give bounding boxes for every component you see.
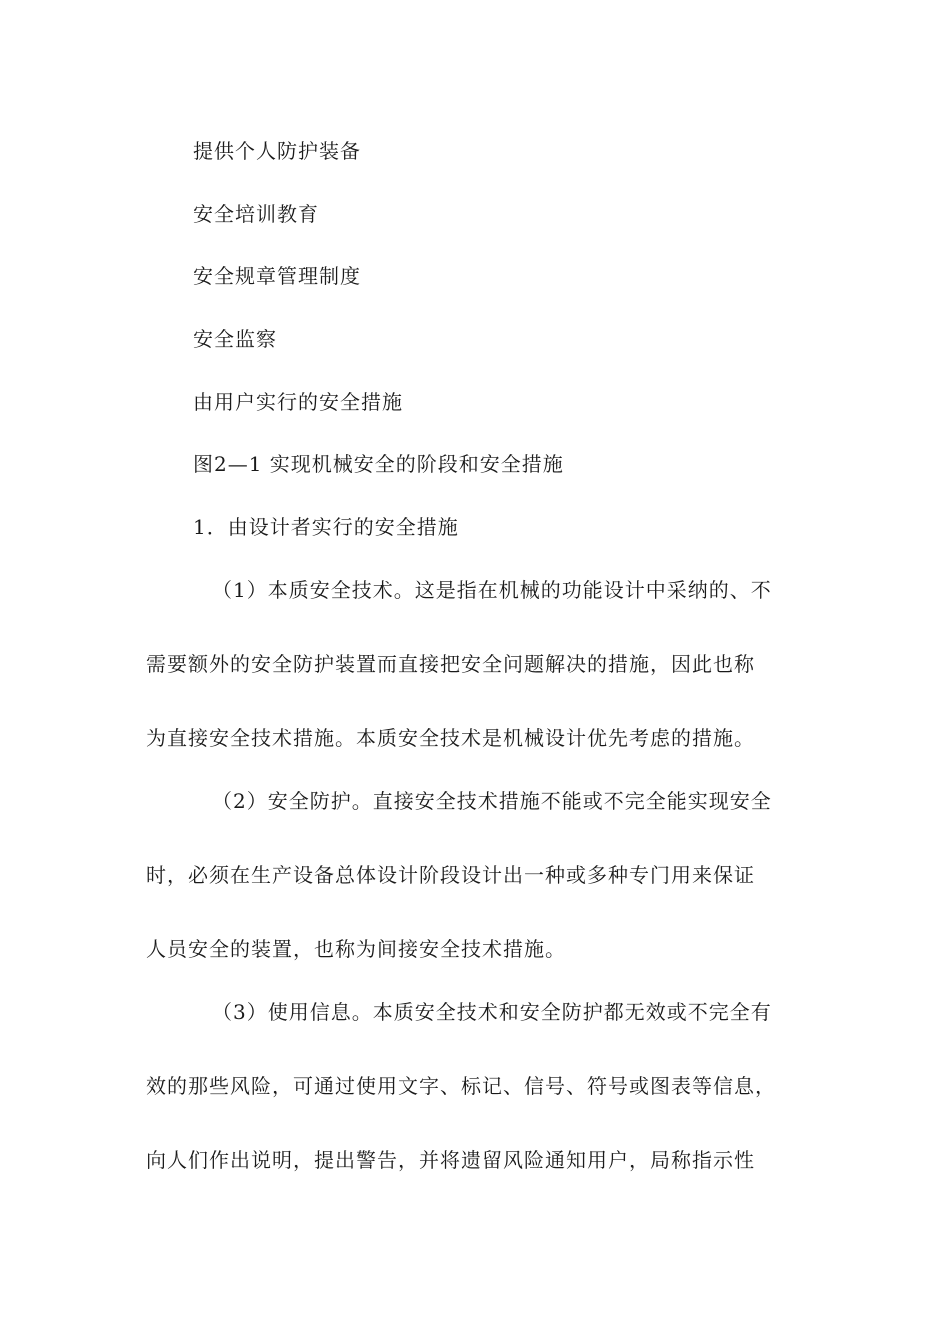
list-item: 由用户实行的安全措施 bbox=[193, 390, 403, 414]
paragraph-line: 人员安全的装置，也称为间接安全技术措施。 bbox=[146, 937, 566, 961]
list-item: 安全培训教育 bbox=[193, 202, 319, 226]
paragraph-line: 时，必须在生产设备总体设计阶段设计出一种或多种专门用来保证 bbox=[146, 863, 755, 887]
paragraph-line: 需要额外的安全防护装置而直接把安全问题解决的措施，因此也称 bbox=[146, 652, 755, 676]
paragraph-line: 向人们作出说明，提出警告，并将遗留风险通知用户，局称指示性 bbox=[146, 1148, 755, 1172]
paragraph-line: 效的那些风险，可通过使用文字、标记、信号、符号或图表等信息， bbox=[146, 1074, 776, 1098]
list-item: 安全规章管理制度 bbox=[193, 264, 361, 288]
paragraph-line: （2）安全防护。直接安全技术措施不能或不完全能实现安全 bbox=[212, 789, 772, 813]
paragraph-line: （1）本质安全技术。这是指在机械的功能设计中采纳的、不 bbox=[212, 578, 772, 602]
list-item: 安全监察 bbox=[193, 327, 277, 351]
figure-caption: 图2—1 实现机械安全的阶段和安全措施 bbox=[193, 452, 564, 476]
paragraph-line: 为直接安全技术措施。本质安全技术是机械设计优先考虑的措施。 bbox=[146, 726, 755, 750]
list-item: 提供个人防护装备 bbox=[193, 139, 361, 163]
section-heading: 1．由设计者实行的安全措施 bbox=[193, 515, 459, 539]
paragraph-line: （3）使用信息。本质安全技术和安全防护都无效或不完全有 bbox=[212, 1000, 772, 1024]
